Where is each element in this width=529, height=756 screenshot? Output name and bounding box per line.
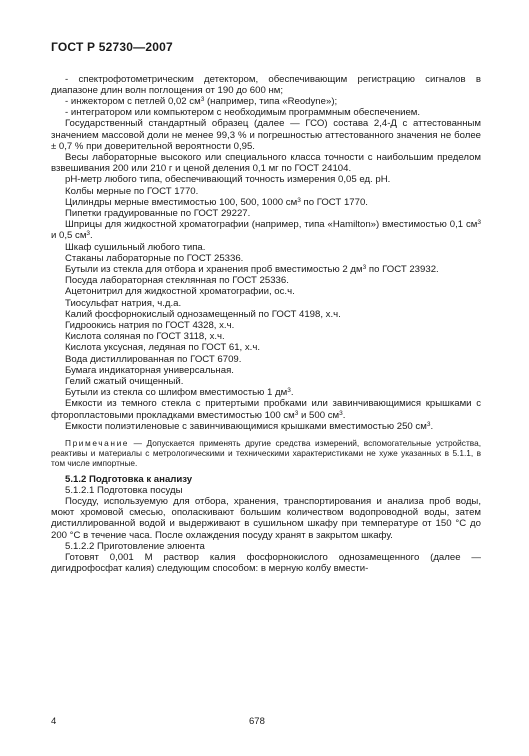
sheet-number: 678 xyxy=(249,716,265,727)
paragraph: Готовят 0,001 М раствор калия фосфорнокислого однозамещенного (далее — дигидрофосфат калия) следующим способом: в мерную колбу вмести- xyxy=(51,552,481,575)
paragraph: Посуду, используемую для отбора, хранения, транспортирования и анализа проб воды, моют хромовой смесью, ополаскивают большим количеством водопроводной воды, затем дистиллированной водой и выдерживают в сушильном шкафу при температуре от 150 °С до 200 °С в течение часа. После охлаждения посуду хранят в закрытом шкафу. xyxy=(51,496,481,541)
paragraph: Гелий сжатый очищенный. xyxy=(65,375,184,387)
paragraph: Государственный стандартный образец (далее — ГСО) состава 2,4-Д с аттестованным значением массовой доли не менее 99,3 % и погрешностью аттестованного значения не более ± 0,7 % при доверительной вероятности 0,95. xyxy=(51,118,481,152)
subsection-heading: 5.1.2.2 Приготовление элюента xyxy=(65,540,205,552)
paragraph: Вода дистиллированная по ГОСТ 6709. xyxy=(65,353,242,365)
subsection-heading: 5.1.2.1 Подготовка посуды xyxy=(65,484,183,496)
paragraph: Емкости из темного стекла с притертыми пробками или завинчивающимися крышками с фторопластовыми прокладками вместимостью 100 $см^3$ и 500 $см^3$. xyxy=(51,398,481,421)
paragraph: Емкости полиэтиленовые с завинчивающимися крышками вместимостью 250 $см^3$. xyxy=(65,420,434,432)
paragraph: Весы лабораторные высокого или специального класса точности с наибольшим пределом взвешивания 200 или 210 г и ценой деления 0,1 мг по ГОСТ 24104. xyxy=(51,151,481,175)
note-label: Примечание xyxy=(65,438,130,448)
paragraph: Гидроокись натрия по ГОСТ 4328, х.ч. xyxy=(65,319,235,331)
paragraph: Кислота соляная по ГОСТ 3118, х.ч. xyxy=(65,331,225,343)
paragraph: - спектрофотометрическим детектором, обеспечивающим регистрацию сигналов в диапазоне длин волн поглощения от 190 до 600 нм; xyxy=(51,73,481,96)
paragraph: Колбы мерные по ГОСТ 1770. xyxy=(65,185,199,197)
paragraph: Калий фосфорнокислый однозамещенный по ГОСТ 4198, х.ч. xyxy=(65,308,341,320)
paragraph: Кислота уксусная, ледяная по ГОСТ 61, х.ч. xyxy=(65,342,260,354)
paragraph: Бутыли из стекла для отбора и хранения проб вместимостью 2 $дм^3$ по ГОСТ 23932. xyxy=(65,263,439,275)
paragraph: Цилиндры мерные вместимостью 100, 500, 1000 $см^3$ по ГОСТ 1770. xyxy=(65,196,368,208)
paragraph: Шприцы для жидкостной хроматографии (например, типа «Hamilton») вместимостью 0,1 $см^3$ и 0,5 $см^3$. xyxy=(51,219,481,242)
section-heading: 5.1.2 Подготовка к анализу xyxy=(65,473,193,485)
paragraph: Бутыли из стекла со шлифом вместимостью 1 $дм^3$. xyxy=(65,387,294,399)
document-body xyxy=(51,72,481,574)
paragraph: - инжектором с петлей 0,02 $см^3$ (например, типа «Reodyne»); xyxy=(65,95,338,107)
page-number: 4 xyxy=(51,716,57,727)
paragraph: рН-метр любого типа, обеспечивающий точность измерения 0,05 ед. рН. xyxy=(65,174,391,186)
paragraph: Ацетонитрил для жидкостной хроматографии, ос.ч. xyxy=(65,286,295,298)
paragraph: Тиосульфат натрия, ч.д.а. xyxy=(65,297,182,309)
page-header: ГОСТ Р 52730—2007 xyxy=(51,40,173,54)
note xyxy=(51,438,481,469)
paragraph: Пипетки градуированные по ГОСТ 29227. xyxy=(65,207,251,219)
paragraph: Посуда лабораторная стеклянная по ГОСТ 25336. xyxy=(65,275,289,287)
note-text: — Допускается применять другие средства измерений, вспомогательные устройства, реактивы и материалы с метрологическими и техническими характеристиками не хуже указанных в 5.1.1, в том числе импортные. xyxy=(51,438,481,469)
paragraph: - интегратором или компьютером с необходимым программным обеспечением. xyxy=(65,107,421,119)
paragraph: Стаканы лабораторные по ГОСТ 25336. xyxy=(65,252,244,264)
paragraph: Бумага индикаторная универсальная. xyxy=(65,364,234,376)
paragraph: Шкаф сушильный любого типа. xyxy=(65,241,206,253)
